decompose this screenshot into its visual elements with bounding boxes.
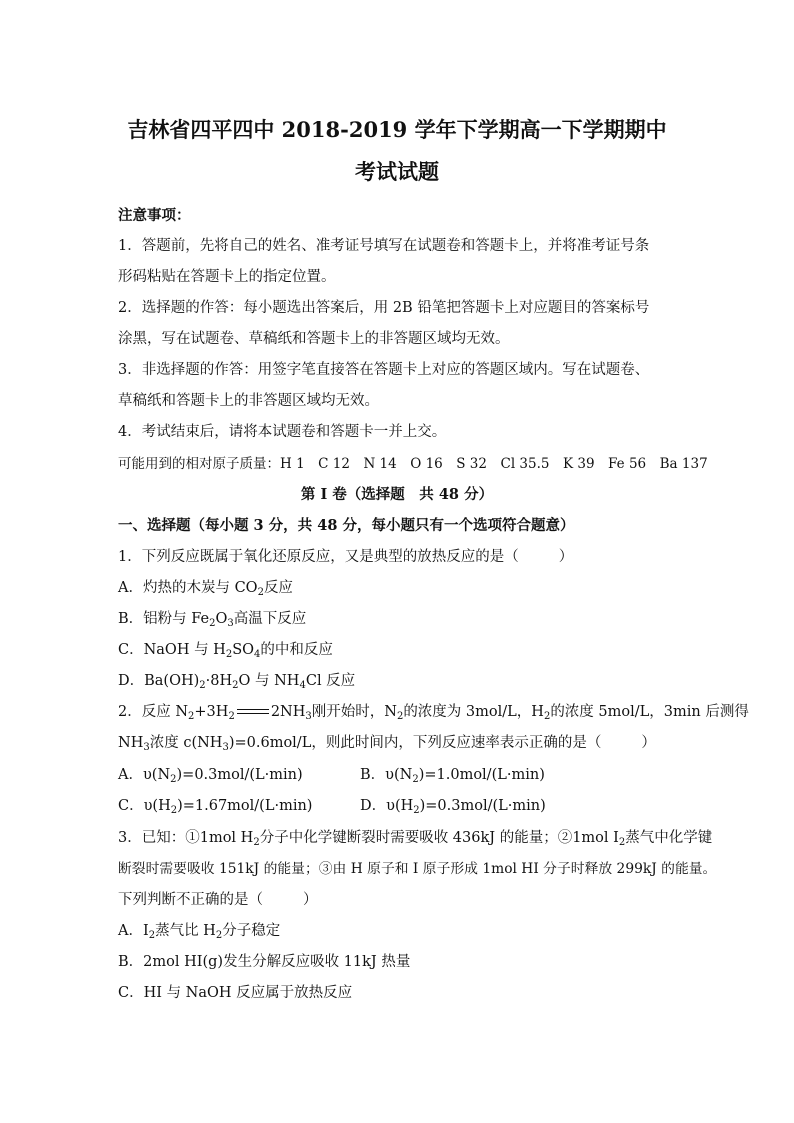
notice-heading: 注意事项： [118,207,191,224]
notice-line: 3．非选择题的作答：用签字笔直接答在答题卡上对应的答题区域内。写在试题卷、 [118,362,650,378]
notice-line: 2．选择题的作答：每小题选出答案后，用 2B 铅笔把答题卡上对应题目的答案标号 [118,300,650,316]
atomic-masses: 可能用到的相对原子质量：H 1 C 12 N 14 O 16 S 32 Cl 35.5 K 39 Fe 56 Ba 137 [118,456,708,472]
q1-option-a: A．灼热的木炭与 $CO_2$反应 [118,580,293,598]
q3-stem-line1: 3．已知：①1mol $H_2$分子中化学键断裂时需要吸收 436kJ 的能量；②1mol $I_2$蒸气中化学键 [118,830,713,848]
q2-option-a: A．$\upsilon(N_2)=0.3mol/(L\cdot\min)$ [118,767,303,785]
q1-option-c: C．NaOH 与 $H_2SO_4$的中和反应 [118,642,333,660]
q2-stem-line1: 2．反应 $N_2+3H_2$ $2NH_3$刚开始时，$N_2$的浓度为 3mol/L，$H_2$的浓度 5mol/L，3min 后测得 [118,704,749,722]
q1-option-d: D．$Ba(OH)_2\cdot 8H_2O$ 与 $NH_4Cl$ 反应 [118,673,356,691]
equilibrium-arrow-icon [235,707,271,717]
q2-option-d: D．$\upsilon(H_2)=0.3mol/(L\cdot\min)$ [360,798,546,816]
part-heading: 第 I 卷（选择题 共 48 分） [300,486,494,503]
notice-line: 4．考试结束后，请将本试题卷和答题卡一并上交。 [118,424,447,440]
notice-line: 形码粘贴在答题卡上的指定位置。 [118,269,336,285]
q2-option-b: B．$\upsilon(N_2)=1.0mol/(L\cdot\min)$ [360,767,545,785]
q3-option-a: A．$I_2$蒸气比 $H_2$分子稳定 [118,923,281,941]
doc-title-line1: 吉林省四平四中 2018-2019 学年下学期高一下学期期中 [127,117,667,142]
q1-option-b: B．铝粉与 $Fe_2O_3$高温下反应 [118,611,307,629]
section-heading: 一、选择题（每小题 3 分，共 48 分，每小题只有一个选项符合题意） [118,517,575,534]
notice-line: 1．答题前，先将自己的姓名、准考证号填写在试题卷和答题卡上，并将准考证号条 [118,238,650,254]
q2-option-c: C．$\upsilon(H_2)=1.67mol/(L\cdot\min)$ [118,798,313,816]
doc-title-line2: 考试试题 [355,159,439,184]
q3-option-c: C．HI 与 NaOH 反应属于放热反应 [118,985,353,1001]
q3-stem-line3: 下列判断不正确的是（ ） [118,892,318,908]
notice-line: 草稿纸和答题卡上的非答题区域均无效。 [118,393,379,409]
q3-stem-line2: 断裂时需要吸收 151kJ 的能量；③由 H 原子和 I 原子形成 1mol HI 分子时释放 299kJ 的能量。 [118,861,717,877]
notice-line: 涂黑，写在试题卷、草稿纸和答题卡上的非答题区域均无效。 [118,331,510,347]
q3-option-b: B．2mol HI(g)发生分解反应吸收 11kJ 热量 [118,954,411,970]
q1-stem: 1．下列反应既属于氧化还原反应，又是典型的放热反应的是（ ） [118,549,574,565]
q2-stem-line2: $NH_3$浓度 $c(NH_3)=0.6mol/L$，则此时间内，下列反应速率表示正确的是（ ） [118,735,656,753]
